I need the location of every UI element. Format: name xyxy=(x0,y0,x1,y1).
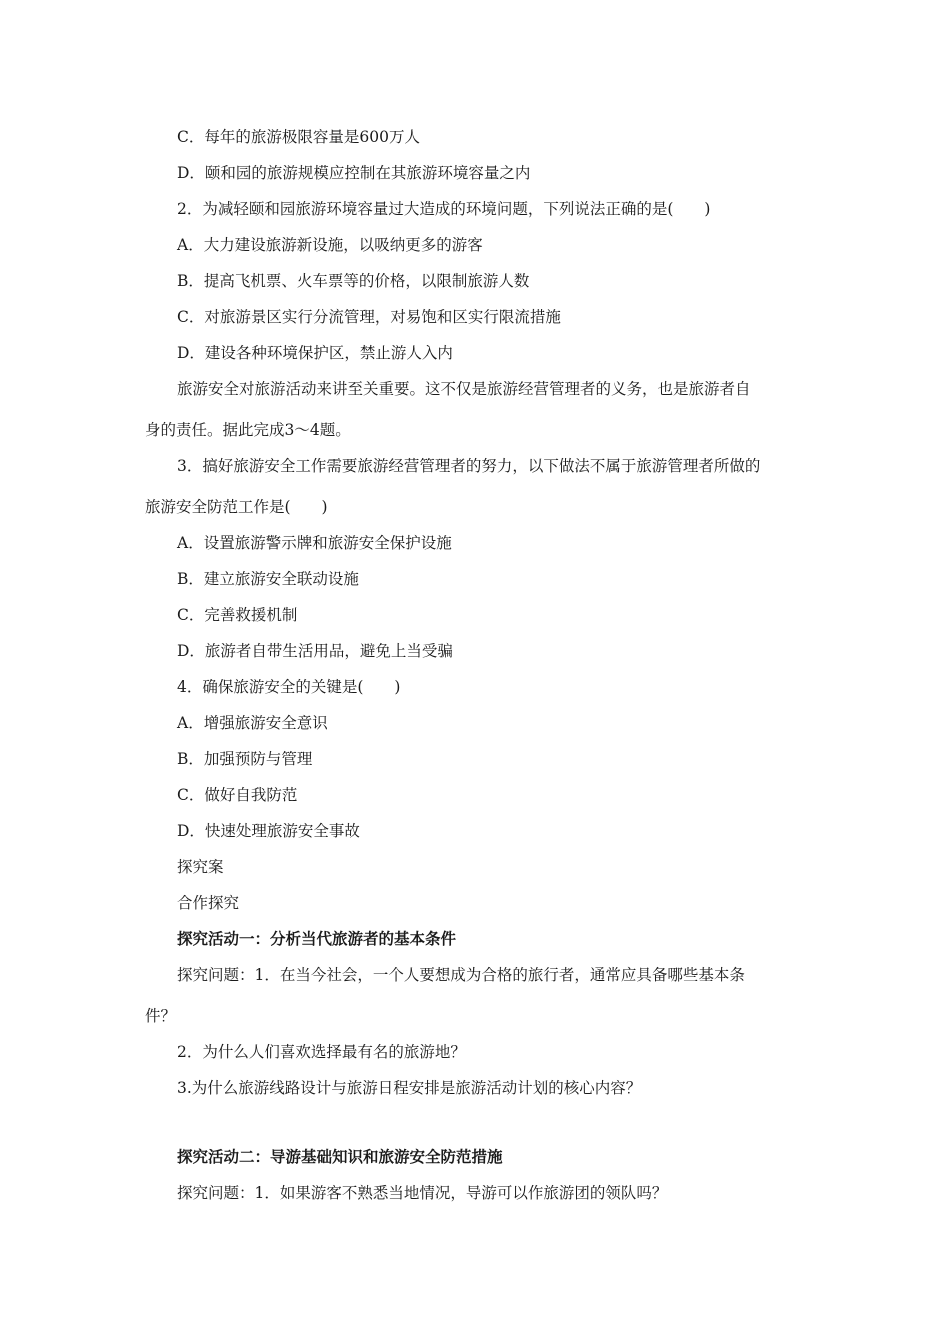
section-subtitle: 合作探究 xyxy=(177,894,240,912)
activity2-title: 探究活动二：导游基础知识和旅游安全防范措施 xyxy=(177,1147,503,1166)
q3-option-a: A．设置旅游警示牌和旅游安全保护设施 xyxy=(177,534,452,552)
q2-stem: 2．为减轻颐和园旅游环境容量过大造成的环境问题，下列说法正确的是( ) xyxy=(177,200,711,218)
q4-option-a: A．增强旅游安全意识 xyxy=(177,714,328,732)
q3-option-d: D．旅游者自带生活用品，避免上当受骗 xyxy=(177,642,453,660)
q1-option-d: D．颐和园的旅游规模应控制在其旅游环境容量之内 xyxy=(177,164,531,182)
intro-line-2: 身的责任。据此完成3～4题。 xyxy=(145,421,351,439)
activity1-q3: 3.为什么旅游线路设计与旅游日程安排是旅游活动计划的核心内容？ xyxy=(177,1079,642,1097)
activity2-q1: 探究问题：1．如果游客不熟悉当地情况，导游可以作旅游团的领队吗？ xyxy=(177,1184,668,1202)
intro-line-1: 旅游安全对旅游活动来讲至关重要。这不仅是旅游经营管理者的义务，也是旅游者自 xyxy=(177,380,751,398)
activity1-q1-line-2: 件？ xyxy=(145,1007,177,1025)
q3-stem-line-2: 旅游安全防范工作是( ) xyxy=(145,498,328,516)
q4-option-d: D．快速处理旅游安全事故 xyxy=(177,822,360,840)
q3-option-c: C．完善救援机制 xyxy=(177,606,298,624)
q2-option-d: D．建设各种环境保护区，禁止游人入内 xyxy=(177,344,453,362)
q2-option-c: C．对旅游景区实行分流管理，对易饱和区实行限流措施 xyxy=(177,308,561,326)
q2-option-a: A．大力建设旅游新设施，以吸纳更多的游客 xyxy=(177,236,483,254)
q4-option-b: B．加强预防与管理 xyxy=(177,750,313,768)
q2-option-b: B．提高飞机票、火车票等的价格，以限制旅游人数 xyxy=(177,272,530,290)
activity1-q1-line-1: 探究问题：1．在当今社会，一个人要想成为合格的旅行者，通常应具备哪些基本条 xyxy=(177,966,745,984)
activity1-title: 探究活动一：分析当代旅游者的基本条件 xyxy=(177,929,457,948)
q4-stem: 4．确保旅游安全的关键是( ) xyxy=(177,678,401,696)
activity1-q2: 2．为什么人们喜欢选择最有名的旅游地？ xyxy=(177,1043,466,1061)
section-title: 探究案 xyxy=(177,858,224,876)
q1-option-c: C．每年的旅游极限容量是600万人 xyxy=(177,128,420,146)
q4-option-c: C．做好自我防范 xyxy=(177,786,298,804)
q3-option-b: B．建立旅游安全联动设施 xyxy=(177,570,359,588)
q3-stem-line-1: 3．搞好旅游安全工作需要旅游经营管理者的努力，以下做法不属于旅游管理者所做的 xyxy=(177,457,761,475)
